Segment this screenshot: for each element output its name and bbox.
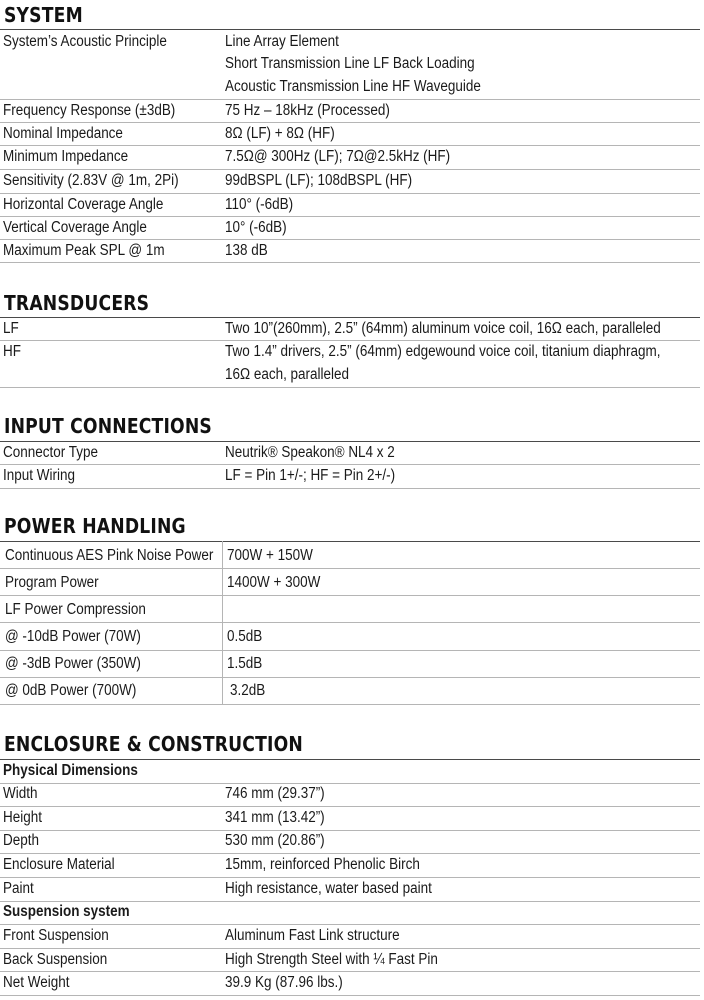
- spec-value: Neutrik® Speakon® NL4 x 2: [225, 444, 395, 461]
- row-divider: [0, 995, 700, 996]
- spec-label: Enclosure Material: [3, 856, 115, 873]
- spec-label: Width: [3, 785, 38, 802]
- spec-label: @ 0dB Power (700W): [5, 682, 137, 699]
- spec-value: 530 mm (20.86”): [225, 832, 325, 849]
- row-divider: [0, 387, 700, 388]
- spec-value: Two 1.4” drivers, 2.5” (64mm) edgewound voice coil, titanium diaphragm,: [225, 343, 661, 360]
- spec-value: 3.2dB: [230, 682, 266, 699]
- spec-value: Two 10”(260mm), 2.5” (64mm) aluminum voice coil, 16Ω each, paralleled: [225, 320, 661, 337]
- spec-label: Horizontal Coverage Angle: [3, 196, 164, 213]
- row-divider: [0, 568, 700, 569]
- spec-label: Back Suspension: [3, 951, 108, 968]
- spec-value: 39.9 Kg (87.96 lbs.): [225, 974, 343, 991]
- column-divider: [222, 541, 223, 705]
- spec-label: Minimum Impedance: [3, 148, 129, 165]
- spec-label: Vertical Coverage Angle: [3, 219, 147, 236]
- divider: [0, 29, 700, 30]
- row-divider: [0, 488, 700, 489]
- subheading-suspension-system: Suspension system: [3, 903, 130, 920]
- row-divider: [0, 677, 700, 678]
- spec-value: 1.5dB: [227, 655, 263, 672]
- spec-value: 10° (-6dB): [225, 219, 287, 236]
- row-divider: [0, 783, 700, 784]
- spec-label: Front Suspension: [3, 927, 109, 944]
- spec-value: 15mm, reinforced Phenolic Birch: [225, 856, 420, 873]
- spec-value: 746 mm (29.37”): [225, 785, 325, 802]
- spec-label: Continuous AES Pink Noise Power: [5, 547, 214, 564]
- divider: [0, 541, 700, 542]
- row-divider: [0, 622, 700, 623]
- spec-value: 110° (-6dB): [225, 196, 294, 213]
- spec-label: LF: [3, 320, 19, 337]
- spec-value: Acoustic Transmission Line HF Waveguide: [225, 78, 481, 95]
- spec-value: High Strength Steel with ¼ Fast Pin: [225, 951, 438, 968]
- spec-label: @ -10dB Power (70W): [5, 628, 141, 645]
- spec-value: 138 dB: [225, 242, 268, 259]
- row-divider: [0, 704, 700, 705]
- spec-value: 0.5dB: [227, 628, 263, 645]
- spec-label: Frequency Response (±3dB): [3, 102, 176, 119]
- section-title: POWER HANDLING: [4, 514, 186, 538]
- spec-label: Connector Type: [3, 444, 98, 461]
- spec-value: 700W + 150W: [227, 547, 313, 564]
- row-divider: [0, 595, 700, 596]
- row-divider: [0, 830, 700, 831]
- spec-value: 341 mm (13.42”): [225, 809, 325, 826]
- row-divider: [0, 650, 700, 651]
- spec-value: Short Transmission Line LF Back Loading: [225, 55, 475, 72]
- spec-value: High resistance, water based paint: [225, 880, 432, 897]
- spec-label: Program Power: [5, 574, 99, 591]
- spec-value: Aluminum Fast Link structure: [225, 927, 400, 944]
- subheading-physical-dimensions: Physical Dimensions: [3, 762, 138, 779]
- spec-value: Line Array Element: [225, 33, 339, 50]
- spec-value: 7.5Ω@ 300Hz (LF); 7Ω@2.5kHz (HF): [225, 148, 451, 165]
- row-divider: [0, 971, 700, 972]
- spec-label: Input Wiring: [3, 467, 75, 484]
- spec-value: LF = Pin 1+/-; HF = Pin 2+/-): [225, 467, 396, 484]
- row-divider: [0, 806, 700, 807]
- spec-label: Maximum Peak SPL @ 1m: [3, 242, 165, 259]
- spec-label: Nominal Impedance: [3, 125, 123, 142]
- spec-value: 8Ω (LF) + 8Ω (HF): [225, 125, 335, 142]
- spec-label: LF Power Compression: [5, 601, 146, 618]
- spec-value: 75 Hz – 18kHz (Processed): [225, 102, 390, 119]
- spec-label: @ -3dB Power (350W): [5, 655, 141, 672]
- spec-label: Net Weight: [3, 974, 70, 991]
- section-title: INPUT CONNECTIONS: [4, 414, 212, 438]
- spec-label: Height: [3, 809, 42, 826]
- row-divider: [0, 262, 700, 263]
- spec-label: Paint: [3, 880, 34, 897]
- spec-label: Depth: [3, 832, 39, 849]
- section-title: TRANSDUCERS: [4, 291, 150, 315]
- spec-label: HF: [3, 343, 21, 360]
- spec-value: 1400W + 300W: [227, 574, 321, 591]
- section-title: SYSTEM: [4, 3, 83, 27]
- spec-value: 16Ω each, paralleled: [225, 366, 350, 383]
- spec-label: System’s Acoustic Principle: [3, 33, 167, 50]
- section-title: ENCLOSURE & CONSTRUCTION: [4, 732, 303, 756]
- spec-value: 99dBSPL (LF); 108dBSPL (HF): [225, 172, 413, 189]
- spec-label: Sensitivity (2.83V @ 1m, 2Pi): [3, 172, 179, 189]
